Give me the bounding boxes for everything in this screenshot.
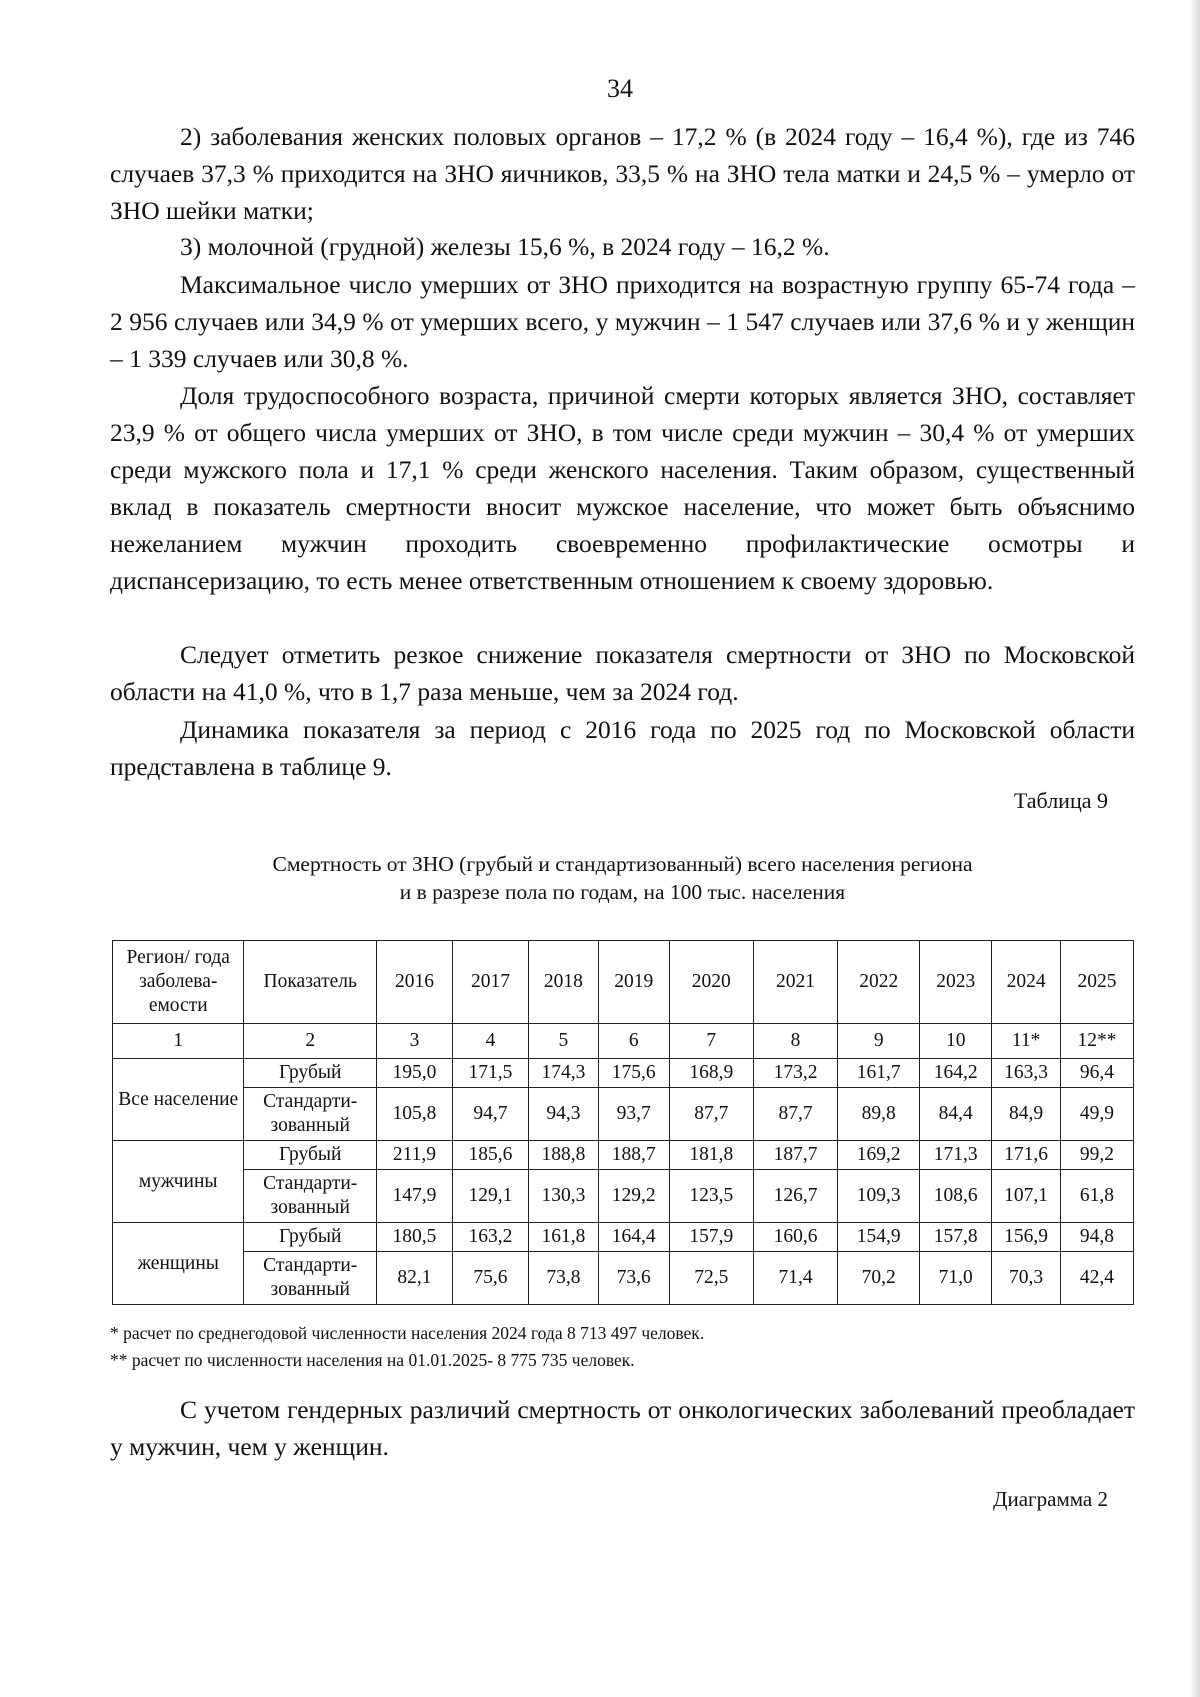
- paragraph-decline: Следует отметить резкое снижение показателя смертности от ЗНО по Московской области на 41,0 %, что в 1,7 раза меньше, чем за 2024 год.: [110, 640, 1135, 706]
- value-cell: 123,5: [669, 1170, 753, 1223]
- column-number: 2: [244, 1024, 377, 1059]
- value-cell: 174,3: [528, 1059, 598, 1088]
- table-label: Таблица 9: [1013, 788, 1108, 813]
- column-number-row: [113, 1024, 1134, 1059]
- column-number: 12**: [1060, 1024, 1133, 1059]
- header-year: 2020: [669, 941, 753, 1024]
- value-cell: 89,8: [838, 1088, 920, 1141]
- value-cell: 94,7: [452, 1088, 528, 1141]
- table-row-women-standardized: [113, 1252, 1134, 1305]
- paragraph-gender: С учетом гендерных различий смертность от онкологических заболеваний преобладает у мужчин, чем у женщин.: [110, 1395, 1135, 1461]
- header-year: 2022: [838, 941, 920, 1024]
- value-cell: 171,5: [452, 1059, 528, 1088]
- table-header-row: [113, 941, 1134, 1024]
- chart-label: Диаграмма 2: [993, 1487, 1108, 1511]
- value-cell: 164,2: [920, 1059, 992, 1088]
- table-caption-line1: Смертность от ЗНО (грубый и стандартизованный) всего населения региона: [272, 852, 973, 876]
- value-cell: 72,5: [669, 1252, 753, 1305]
- column-number: 8: [753, 1024, 837, 1059]
- indicator-cell: Грубый: [244, 1141, 377, 1170]
- table-row-men-crude: [113, 1141, 1134, 1170]
- column-number: 5: [528, 1024, 598, 1059]
- value-cell: 195,0: [376, 1059, 452, 1088]
- value-cell: 87,7: [669, 1088, 753, 1141]
- value-cell: 169,2: [838, 1141, 920, 1170]
- column-number: 4: [452, 1024, 528, 1059]
- value-cell: 157,9: [669, 1223, 753, 1252]
- header-year: 2025: [1060, 941, 1133, 1024]
- header-year: 2016: [376, 941, 452, 1024]
- value-cell: 188,8: [528, 1141, 598, 1170]
- value-cell: 168,9: [669, 1059, 753, 1088]
- value-cell: 109,3: [838, 1170, 920, 1223]
- value-cell: 105,8: [376, 1088, 452, 1141]
- value-cell: 171,3: [920, 1141, 992, 1170]
- value-cell: 93,7: [598, 1088, 669, 1141]
- header-year: 2018: [528, 941, 598, 1024]
- table-row-total-crude: [113, 1059, 1134, 1088]
- value-cell: 129,2: [598, 1170, 669, 1223]
- value-cell: 181,8: [669, 1141, 753, 1170]
- value-cell: 188,7: [598, 1141, 669, 1170]
- column-number: 6: [598, 1024, 669, 1059]
- value-cell: 126,7: [753, 1170, 837, 1223]
- value-cell: 73,6: [598, 1252, 669, 1305]
- value-cell: 71,0: [920, 1252, 992, 1305]
- value-cell: 154,9: [838, 1223, 920, 1252]
- paragraph-breast: 3) молочной (грудной) железы 15,6 %, в 2024 году – 16,2 %.: [180, 232, 830, 261]
- value-cell: 84,9: [992, 1088, 1061, 1141]
- value-cell: 185,6: [452, 1141, 528, 1170]
- column-number: 9: [838, 1024, 920, 1059]
- mortality-table: [112, 940, 1134, 1305]
- header-year: 2023: [920, 941, 992, 1024]
- value-cell: 87,7: [753, 1088, 837, 1141]
- header-indicator: Показатель: [244, 941, 377, 1024]
- value-cell: 94,8: [1060, 1223, 1133, 1252]
- column-number: 7: [669, 1024, 753, 1059]
- value-cell: 96,4: [1060, 1059, 1133, 1088]
- value-cell: 107,1: [992, 1170, 1061, 1223]
- value-cell: 175,6: [598, 1059, 669, 1088]
- value-cell: 70,2: [838, 1252, 920, 1305]
- indicator-cell: Грубый: [244, 1223, 377, 1252]
- value-cell: 164,4: [598, 1223, 669, 1252]
- indicator-cell: Стандарти-зованный: [244, 1170, 377, 1223]
- header-region: Регион/ года заболева-емости: [113, 941, 244, 1024]
- footnote-1: * расчет по среднегодовой численности населения 2024 года 8 713 497 человек.: [110, 1323, 705, 1343]
- column-number: 11*: [992, 1024, 1061, 1059]
- column-number: 1: [113, 1024, 244, 1059]
- value-cell: 211,9: [376, 1141, 452, 1170]
- value-cell: 161,7: [838, 1059, 920, 1088]
- indicator-cell: Грубый: [244, 1059, 377, 1088]
- value-cell: 99,2: [1060, 1141, 1133, 1170]
- column-number: 10: [920, 1024, 992, 1059]
- value-cell: 84,4: [920, 1088, 992, 1141]
- value-cell: 94,3: [528, 1088, 598, 1141]
- paragraph-dynamics: Динамика показателя за период с 2016 года по 2025 год по Московской области представлена в таблице 9.: [110, 715, 1135, 781]
- value-cell: 108,6: [920, 1170, 992, 1223]
- header-year: 2017: [452, 941, 528, 1024]
- value-cell: 75,6: [452, 1252, 528, 1305]
- value-cell: 187,7: [753, 1141, 837, 1170]
- value-cell: 61,8: [1060, 1170, 1133, 1223]
- group-label-women: женщины: [113, 1223, 244, 1305]
- value-cell: 49,9: [1060, 1088, 1133, 1141]
- value-cell: 163,2: [452, 1223, 528, 1252]
- value-cell: 130,3: [528, 1170, 598, 1223]
- column-number: 3: [376, 1024, 452, 1059]
- table-row-women-crude: [113, 1223, 1134, 1252]
- value-cell: 171,6: [992, 1141, 1061, 1170]
- header-year: 2019: [598, 941, 669, 1024]
- footnote-2: ** расчет по численности населения на 01.01.2025- 8 775 735 человек.: [110, 1350, 635, 1370]
- value-cell: 70,3: [992, 1252, 1061, 1305]
- value-cell: 160,6: [753, 1223, 837, 1252]
- value-cell: 82,1: [376, 1252, 452, 1305]
- value-cell: 173,2: [753, 1059, 837, 1088]
- value-cell: 157,8: [920, 1223, 992, 1252]
- table-caption-line2: и в разрезе пола по годам, на 100 тыс. населения: [399, 880, 846, 904]
- paragraph-age-group: Максимальное число умерших от ЗНО приходится на возрастную группу 65-74 года – 2 956 случаев или 34,9 % от умерших всего, у мужчин – 1 547 случаев или 37,6 % и у женщин – 1 339 случаев или 30,8 %.: [110, 270, 1135, 373]
- group-label-men: мужчины: [113, 1141, 244, 1223]
- paragraph-female-organs: 2) заболевания женских половых органов – 17,2 % (в 2024 году – 16,4 %), где из 746 случаев 37,3 % приходится на ЗНО яичников, 33,5 % на ЗНО тела матки и 24,5 % – умерло от ЗНО шейки матки;: [110, 122, 1135, 225]
- table-caption: [110, 850, 1135, 906]
- value-cell: 161,8: [528, 1223, 598, 1252]
- table-row-total-standardized: [113, 1088, 1134, 1141]
- value-cell: 42,4: [1060, 1252, 1133, 1305]
- value-cell: 147,9: [376, 1170, 452, 1223]
- header-year: 2024: [992, 941, 1061, 1024]
- page-number: 34: [607, 74, 633, 103]
- paragraph-working-age: Доля трудоспособного возраста, причиной смерти которых является ЗНО, составляет 23,9 % от общего числа умерших от ЗНО, в том числе среди мужчин – 30,4 % от умерших среди мужского пола и 17,1 % среди женского населения. Таким образом, существенный вклад в показатель смертности вносит мужское население, что может быть объяснимо нежеланием мужчин проходить своевременно профилактические осмотры и диспансеризацию, то есть менее ответственным отношением к своему здоровью.: [110, 381, 1135, 595]
- value-cell: 180,5: [376, 1223, 452, 1252]
- group-label-total: Все население: [113, 1059, 244, 1141]
- scan-edge-shadow: [1190, 0, 1200, 1697]
- header-year: 2021: [753, 941, 837, 1024]
- value-cell: 163,3: [992, 1059, 1061, 1088]
- table-row-men-standardized: [113, 1170, 1134, 1223]
- value-cell: 129,1: [452, 1170, 528, 1223]
- indicator-cell: Стандарти-зованный: [244, 1088, 377, 1141]
- value-cell: 156,9: [992, 1223, 1061, 1252]
- indicator-cell: Стандарти-зованный: [244, 1252, 377, 1305]
- value-cell: 71,4: [753, 1252, 837, 1305]
- value-cell: 73,8: [528, 1252, 598, 1305]
